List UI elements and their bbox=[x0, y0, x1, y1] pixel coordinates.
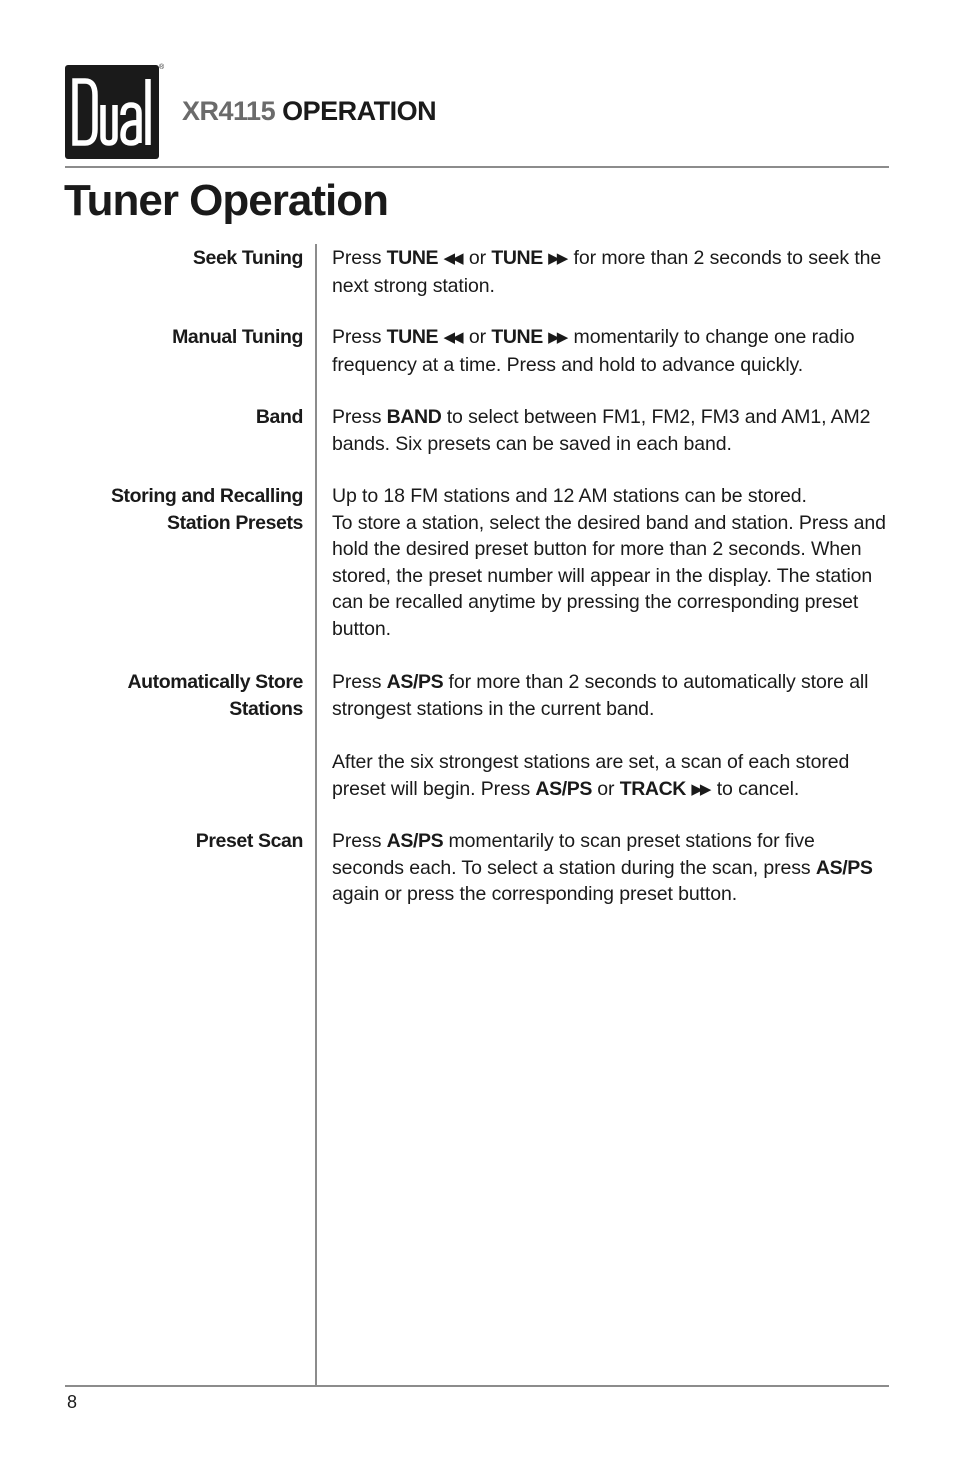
label-auto-store bbox=[53, 669, 303, 722]
key-asps: AS/PS bbox=[386, 830, 444, 852]
header-title bbox=[182, 96, 436, 127]
text: to cancel. bbox=[716, 777, 800, 800]
label-band: Band bbox=[255, 406, 303, 428]
text: Press bbox=[332, 326, 387, 348]
header-rule bbox=[65, 166, 889, 168]
key-asps: AS/PS bbox=[535, 777, 592, 800]
key-tune: TUNE bbox=[491, 326, 543, 348]
page-title: Tuner Operation bbox=[64, 176, 388, 225]
fast-forward-icon: ▶▶ bbox=[691, 780, 709, 798]
page-number: 8 bbox=[67, 1392, 78, 1412]
key-asps: AS/PS bbox=[815, 856, 873, 879]
label-line: Storing and Recalling bbox=[110, 485, 303, 507]
dual-logo bbox=[65, 65, 159, 159]
header-model: XR4115 bbox=[182, 96, 276, 126]
text: or bbox=[463, 326, 492, 348]
desc-preset-scan bbox=[332, 828, 892, 908]
text: Press bbox=[332, 406, 387, 428]
registered-mark-icon: ® bbox=[159, 64, 165, 71]
key-track: TRACK bbox=[619, 777, 686, 800]
desc-seek-tuning bbox=[332, 245, 892, 299]
key-band: BAND bbox=[386, 406, 442, 428]
dual-logo-mark bbox=[65, 65, 159, 159]
fast-forward-icon: ▶▶ bbox=[548, 329, 566, 346]
label-manual-tuning: Manual Tuning bbox=[172, 326, 303, 348]
key-tune: TUNE bbox=[491, 247, 543, 269]
desc-auto-store bbox=[332, 669, 892, 722]
label-line: Automatically Store bbox=[127, 671, 303, 693]
text: After the six strongest stations are set, a scan of each stored preset will begin. Press bbox=[332, 751, 850, 800]
text: or bbox=[463, 247, 492, 269]
label-seek-tuning: Seek Tuning bbox=[192, 247, 303, 269]
column-divider bbox=[315, 244, 317, 1386]
text: for more than 2 seconds to seek the next strong station. bbox=[332, 247, 882, 297]
rewind-icon: ◀◀ bbox=[443, 250, 461, 267]
header-section: OPERATION bbox=[282, 96, 437, 126]
text: Up to 18 FM stations and 12 AM stations can be stored. bbox=[332, 485, 807, 507]
text: Press bbox=[332, 671, 387, 693]
text: momentarily to change one radio frequency at a time. Press and hold to advance quickly. bbox=[332, 326, 855, 376]
text: to select between FM1, FM2, FM3 and AM1, AM2 bands. Six presets can be saved in each band. bbox=[332, 406, 871, 455]
rewind-icon: ◀◀ bbox=[443, 329, 461, 346]
fast-forward-icon: ▶▶ bbox=[548, 250, 566, 267]
text: Press bbox=[332, 830, 387, 852]
label-line: Stations bbox=[229, 697, 303, 720]
desc-manual-tuning bbox=[332, 324, 892, 378]
desc-storing-recalling bbox=[332, 483, 892, 642]
text: Press bbox=[332, 247, 387, 269]
text: for more than 2 seconds to automatically store all strongest stations in the current band. bbox=[332, 671, 869, 720]
key-asps: AS/PS bbox=[386, 671, 444, 693]
label-preset-scan: Preset Scan bbox=[195, 830, 303, 852]
key-tune: TUNE bbox=[386, 247, 439, 269]
text: momentarily to scan preset stations for five seconds each. To select a station during the scan, press bbox=[332, 830, 816, 879]
text: again or press the corresponding preset button. bbox=[332, 883, 738, 905]
desc-auto-store-cancel bbox=[332, 749, 892, 803]
label-line: Station Presets bbox=[167, 511, 303, 534]
footer-rule bbox=[65, 1385, 889, 1387]
text: or bbox=[591, 777, 620, 800]
label-storing-recalling bbox=[53, 483, 303, 536]
desc-band bbox=[332, 404, 892, 457]
key-tune: TUNE bbox=[386, 326, 439, 348]
text: To store a station, select the desired band and station. Press and hold the desired preset button for more than 2 seconds. When stored, the preset number will appear in the display. The station can be recalled anytime by pressing the corresponding preset button. bbox=[332, 511, 886, 640]
